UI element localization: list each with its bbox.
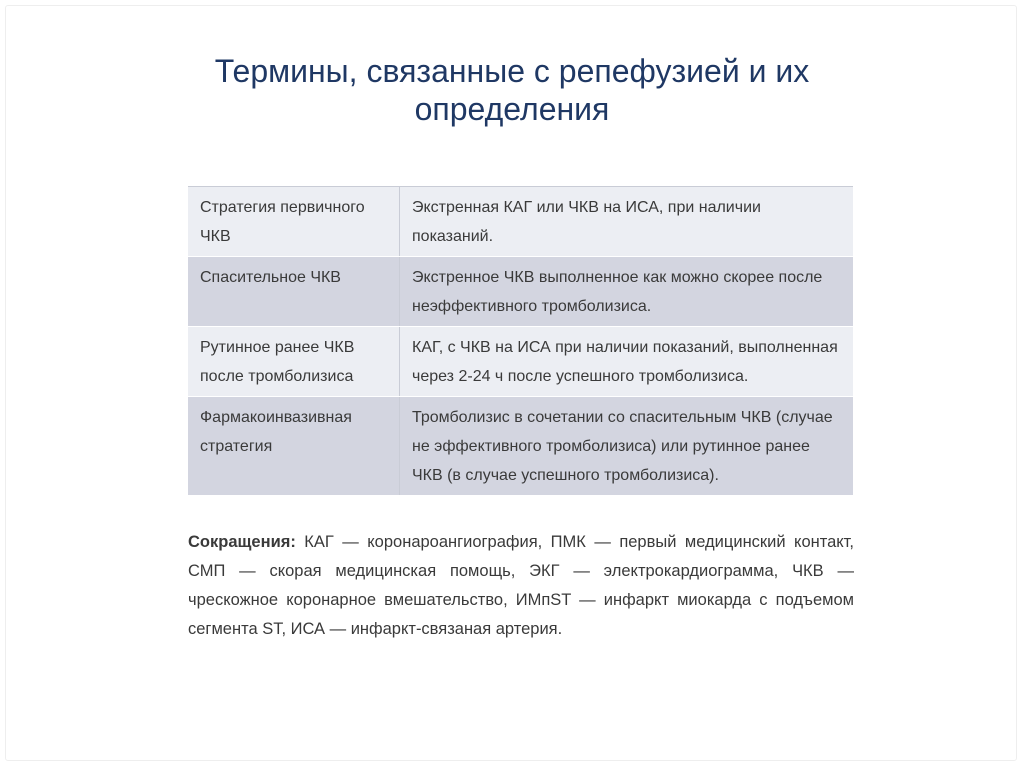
definition-cell: Экстренное ЧКВ выполненное как можно скорее после неэффективного тромболизиса.	[400, 257, 854, 327]
abbreviations-label: Сокращения:	[188, 533, 296, 551]
term-cell: Спасительное ЧКВ	[188, 257, 400, 327]
definition-cell: Тромболизис в сочетании со спасительным ЧКВ (случае не эффективного тромболизиса) или рутинное ранее ЧКВ (в случае успешного тромболизиса).	[400, 397, 854, 496]
abbreviations-note	[188, 528, 854, 644]
slide-title: Термины, связанные с репефузией и их определения	[214, 53, 810, 127]
terms-table	[188, 186, 853, 496]
table-row	[188, 257, 853, 327]
term-cell: Рутинное ранее ЧКВ после тромболизиса	[188, 327, 400, 397]
abbreviations-text: КАГ — коронароангиография, ПМК — первый медицинский контакт, СМП — скорая медицинская помощь, ЭКГ — электрокардиограмма, ЧКВ — чрескожное коронарное вмешательство, ИМпST — инфаркт миокарда с подъемом сегмента ST, ИСА — инфаркт-связаная артерия.	[188, 533, 854, 638]
table-row	[188, 187, 853, 257]
table-row	[188, 397, 853, 496]
term-cell: Стратегия первичного ЧКВ	[188, 187, 400, 257]
definition-cell: Экстренная КАГ или ЧКВ на ИСА, при наличии показаний.	[400, 187, 854, 257]
definition-cell: КАГ, с ЧКВ на ИСА при наличии показаний, выполненная через 2-24 ч после успешного тромболизиса.	[400, 327, 854, 397]
table-row	[188, 327, 853, 397]
term-cell: Фармакоинвазивная стратегия	[188, 397, 400, 496]
